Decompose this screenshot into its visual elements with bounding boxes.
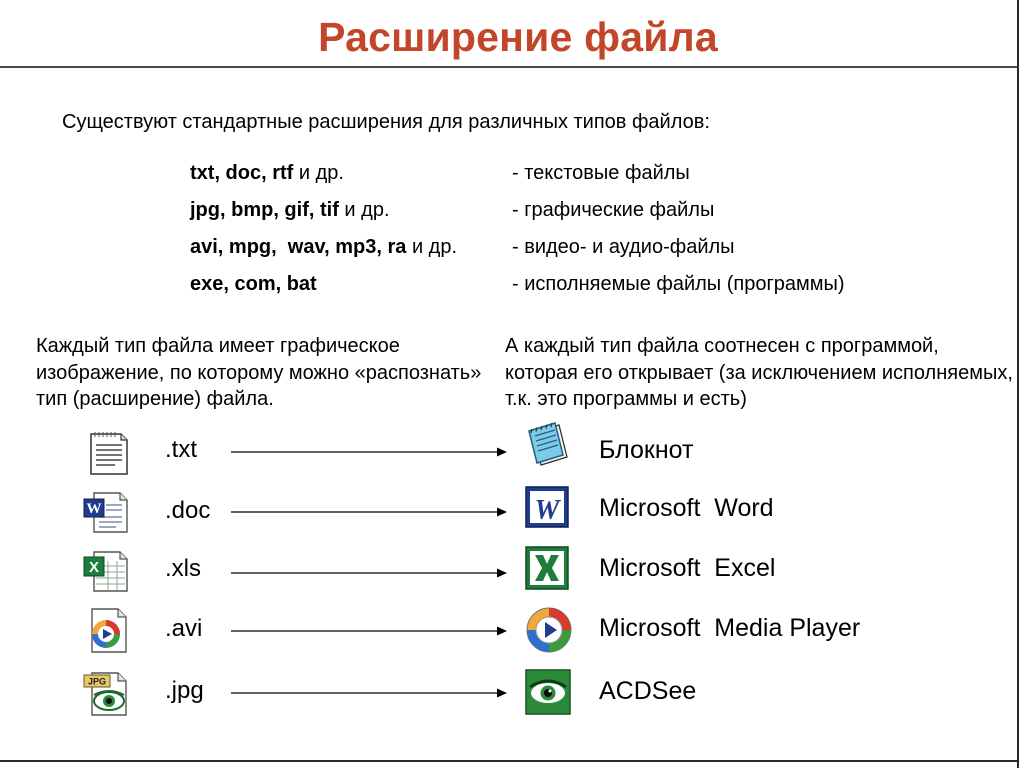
extension-group-description: - исполняемые файлы (программы) xyxy=(512,273,845,295)
extension-codes: jpg, bmp, gif, tif xyxy=(190,199,339,221)
svg-text:X: X xyxy=(88,559,100,576)
word-document-icon xyxy=(82,490,130,534)
extension-codes: txt, doc, rtf xyxy=(190,162,294,184)
program-label-notepad: Блокнот xyxy=(599,436,694,464)
extension-label-jpg: .jpg xyxy=(165,677,204,704)
excel-spreadsheet-icon xyxy=(82,549,130,593)
title-divider xyxy=(0,66,1017,68)
slide-bottom-border xyxy=(0,760,1019,762)
media-file-icon xyxy=(84,606,130,654)
extension-group-media xyxy=(190,236,457,259)
slide-title: Расширение файла xyxy=(318,14,718,60)
program-association-caption: А каждый тип файла соотнесен с программой, которая его открывает (за исключением исполняемых, т.к. это программы и есть) xyxy=(505,335,1013,410)
jpg-image-icon xyxy=(82,669,130,717)
arrow-avi-to-media-player xyxy=(231,625,507,637)
extension-group-description: - графические файлы xyxy=(512,199,715,221)
jpg-badge-text: JPG xyxy=(87,676,107,687)
file-icon-caption: Каждый тип файла имеет графическое изображение, по которому можно «распознать» тип (расширение) файла. xyxy=(36,335,482,410)
intro-text: Существуют стандартные расширения для различных типов файлов: xyxy=(62,111,710,133)
program-label-media-player: Microsoft Media Player xyxy=(599,614,861,642)
extension-suffix: и др. xyxy=(338,199,390,221)
text-file-icon xyxy=(87,428,131,476)
arrow-jpg-to-acdsee xyxy=(231,687,507,699)
arrow-txt-to-notepad xyxy=(231,446,507,458)
extension-suffix: и др. xyxy=(293,162,344,184)
arrow-xls-to-excel xyxy=(231,567,507,579)
arrow-doc-to-word xyxy=(231,506,507,518)
svg-text:W: W xyxy=(86,501,102,517)
extension-label-txt: .txt xyxy=(165,436,198,463)
extension-group-description: - видео- и аудио-файлы xyxy=(512,236,735,258)
extension-group-executable xyxy=(190,273,317,296)
extension-group-graphics xyxy=(190,199,390,222)
svg-text:W: W xyxy=(534,495,560,526)
program-label-excel: Microsoft Excel xyxy=(599,554,776,582)
extension-label-doc: .doc xyxy=(165,497,211,524)
extension-label-xls: .xls xyxy=(165,555,201,582)
media-player-icon xyxy=(525,606,573,654)
extension-codes: avi, mpg, wav, mp3, ra xyxy=(190,236,407,258)
extension-group-text xyxy=(190,162,344,185)
excel-app-icon xyxy=(525,546,569,590)
notepad-icon xyxy=(523,421,571,469)
extension-label-avi: .avi xyxy=(165,615,203,642)
extension-suffix: и др. xyxy=(406,236,458,258)
program-label-acdsee: ACDSee xyxy=(599,677,697,705)
word-app-icon xyxy=(525,486,569,528)
program-label-word: Microsoft Word xyxy=(599,494,774,522)
acdsee-icon xyxy=(525,669,571,715)
slide-right-border xyxy=(1017,0,1019,768)
extension-codes: exe, com, bat xyxy=(190,273,317,295)
extension-group-description: - текстовые файлы xyxy=(512,162,690,184)
